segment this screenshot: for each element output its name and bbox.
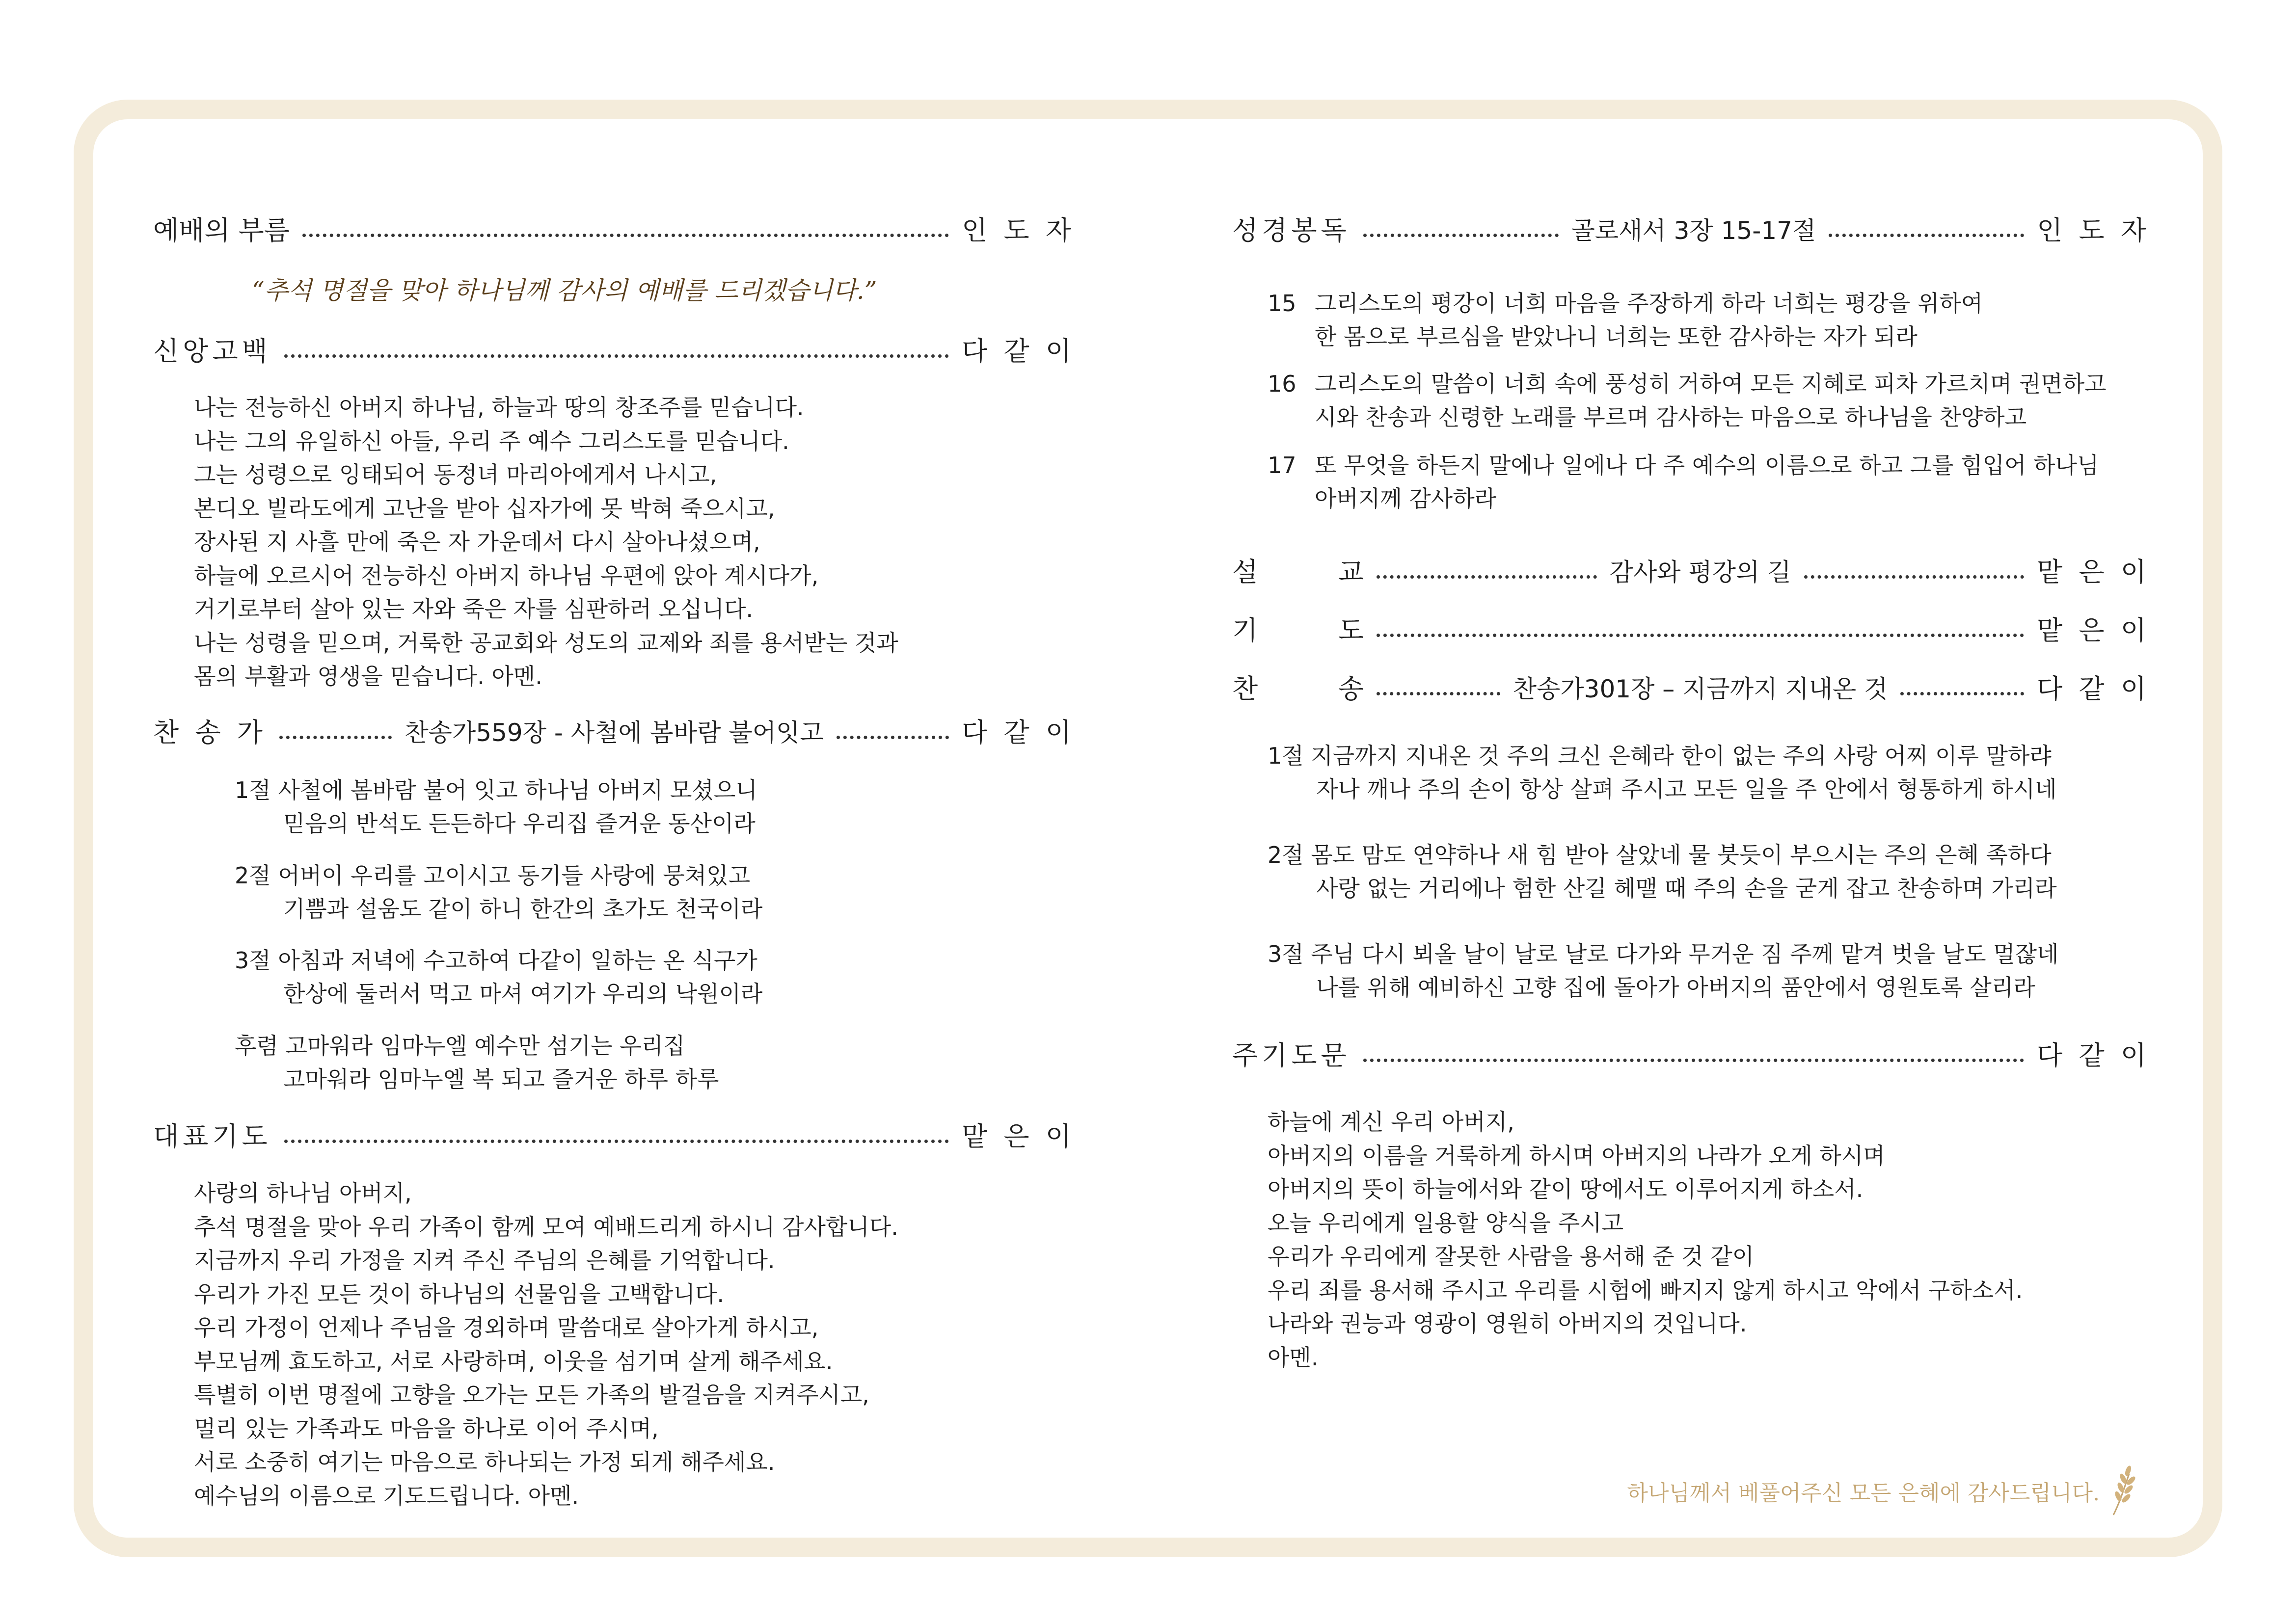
footer-text: 하나님께서 베풀어주신 모든 은혜에 감사드립니다. [1627, 1481, 2100, 1506]
verse-line: 후렴 고마워라 임마누엘 예수만 섬기는 우리집 [235, 1033, 685, 1059]
creed-line: 장사된 지 사흘 만에 죽은 자 가운데서 다시 살아나셨으며, [194, 529, 760, 555]
call-to-worship-title: 예배의 부름 [153, 215, 290, 246]
verse-line: 아버지께 감사하라 [1315, 485, 1497, 512]
hymn-verse [1268, 739, 2057, 806]
prayer-line: 예수님의 이름으로 기도드립니다. 아멘. [194, 1482, 579, 1509]
creed-line: 몸의 부활과 영생을 믿습니다. 아멘. [194, 663, 542, 690]
lords-prayer-role: 다 같 이 [2037, 1040, 2150, 1071]
hymn-title: 찬 송 가 [153, 717, 267, 748]
leader-dots [1363, 234, 1559, 237]
lords-prayer-line: 나라와 권능과 영광이 영원히 아버지의 것입니다. [1268, 1310, 1747, 1337]
leader-dots [1377, 575, 1597, 579]
verse-line: 3절 주님 다시 뵈올 날이 날로 날로 다가와 무거운 짐 주께 맡겨 벗을 날도 멀잖네 [1268, 941, 2059, 967]
leader-dots [1829, 234, 2024, 237]
scripture-verse [1268, 367, 2107, 434]
verse-line: 믿음의 반석도 든든하다 우리집 즐거운 동산이라 [283, 810, 756, 837]
prayer-line: 우리 가정이 언제나 주님을 경외하며 말씀대로 살아가게 하시고, [194, 1314, 819, 1341]
scripture-reading-role: 인 도 자 [2037, 215, 2151, 246]
lords-prayer-line: 아버지의 이름을 거룩하게 하시며 아버지의 나라가 오게 하시며 [1268, 1142, 1885, 1169]
leader-dots [1377, 692, 1500, 695]
verse-line: 3절 아침과 저녁에 수고하여 다같이 일하는 온 식구가 [235, 947, 757, 974]
verse-line: 1절 사철에 봄바람 불어 잇고 하나님 아버지 모셨으니 [235, 777, 757, 803]
lords-prayer-text [1268, 1105, 2023, 1374]
lords-prayer-line: 하늘에 계신 우리 아버지, [1268, 1109, 1514, 1135]
prayer-heading [1232, 613, 2150, 648]
prayer-line: 지금까지 우리 가정을 지켜 주신 주님의 은혜를 기억합니다. [194, 1247, 775, 1274]
creed-line: 하늘에 오르시어 전능하신 아버지 하나님 우편에 앉아 계시다가, [194, 562, 819, 589]
verse-number: 15 [1268, 290, 1297, 317]
creed-text [194, 391, 898, 693]
scripture-reference: 골로새서 3장 15-17절 [1571, 216, 1816, 245]
leader-dots [302, 234, 949, 237]
lords-prayer-title: 주기도문 [1232, 1040, 1351, 1071]
creed-line: 본디오 빌라도에게 고난을 받아 십자가에 못 박혀 죽으시고, [194, 495, 775, 522]
prayer-heading [153, 1119, 1075, 1154]
leader-dots [284, 1140, 949, 1143]
creed-title: 신앙고백 [153, 336, 271, 367]
opening-quote: “추석 명절을 맞아 하나님께 감사의 예배를 드리겠습니다.” [252, 276, 877, 305]
lords-prayer-line: 아버지의 뜻이 하늘에서와 같이 땅에서도 이루어지게 하소서. [1268, 1176, 1864, 1202]
lords-prayer-heading [1232, 1038, 2150, 1073]
hymn-verse [235, 773, 757, 840]
verse-line: 기쁨과 설움도 같이 하니 한간의 초가도 천국이라 [283, 896, 763, 922]
footer-thanks [1627, 1464, 2138, 1518]
verse-line: 2절 어버이 우리를 고이시고 동기들 사랑에 뭉쳐있고 [235, 862, 751, 889]
scripture-reading-title: 성경봉독 [1232, 215, 1351, 246]
leader-dots [1804, 575, 2025, 579]
verse-line: 사랑 없는 거리에나 험한 산길 헤맬 때 주의 손을 굳게 잡고 찬송하며 가리라 [1316, 875, 2057, 902]
lords-prayer-line: 오늘 우리에게 일용할 양식을 주시고 [1268, 1209, 1624, 1236]
verse-line: 한상에 둘러서 먹고 마셔 여기가 우리의 낙원이라 [283, 981, 763, 1007]
hymn-role: 다 같 이 [2037, 673, 2150, 704]
leader-dots [837, 736, 949, 739]
leader-dots [284, 354, 949, 358]
leader-dots [1900, 692, 2024, 695]
hymn-role: 다 같 이 [962, 717, 1076, 748]
sermon-title-text: 감사와 평강의 길 [1609, 558, 1791, 586]
hymn-heading [1232, 671, 2150, 707]
prayer-role: 맡 은 이 [962, 1121, 1075, 1152]
verse-line: 2절 몸도 맘도 연약하나 새 힘 받아 살았네 물 붓듯이 부으시는 주의 은혜 족하다 [1268, 842, 2052, 868]
verse-line: 시와 찬송과 신령한 노래를 부르며 감사하는 마음으로 하나님을 찬양하고 [1315, 404, 2027, 430]
lords-prayer-line: 우리가 우리에게 잘못한 사람을 용서해 준 것 같이 [1268, 1243, 1755, 1270]
prayer-title: 대표기도 [153, 1121, 271, 1152]
sermon-title: 설 교 [1232, 557, 1364, 587]
hymn-title: 찬 송 [1232, 673, 1364, 704]
prayer-title: 기 도 [1232, 615, 1364, 646]
prayer-line: 특별히 이번 명절에 고향을 오가는 모든 가족의 발걸음을 지켜주시고, [194, 1382, 869, 1408]
verse-line: 고마워라 임마누엘 복 되고 즐거운 하루 하루 [283, 1066, 719, 1092]
scripture-reading-heading [1232, 213, 2150, 248]
prayer-line: 사랑의 하나님 아버지, [194, 1180, 412, 1206]
prayer-role: 맡 은 이 [2037, 615, 2150, 646]
creed-line: 나는 전능하신 아버지 하나님, 하늘과 땅의 창조주를 믿습니다. [194, 394, 804, 421]
verse-line: 또 무엇을 하든지 말에나 일에나 다 주 예수의 이름으로 하고 그를 힘입어 하나님 [1315, 452, 2099, 479]
creed-line: 나는 성령을 믿으며, 거룩한 공교회와 성도의 교제와 죄를 용서받는 것과 [194, 629, 898, 656]
verse-line: 나를 위해 예비하신 고향 집에 돌아가 아버지의 품안에서 영원토록 살리라 [1316, 974, 2035, 1001]
creed-line: 그는 성령으로 잉태되어 동정녀 마리아에게서 나시고, [194, 461, 717, 488]
verse-number: 17 [1268, 452, 1297, 479]
verse-line: 그리스도의 말씀이 너희 속에 풍성히 거하여 모든 지혜로 피차 가르치며 권면하고 [1315, 371, 2107, 397]
wheat-icon [2107, 1464, 2138, 1518]
verse-line: 그리스도의 평강이 너희 마음을 주장하게 하라 너희는 평강을 위하여 [1315, 290, 1983, 317]
hymn-detail: 찬송가301장 – 지금까지 지내온 것 [1513, 675, 1888, 703]
sermon-heading [1232, 555, 2150, 590]
verse-number: 16 [1268, 371, 1297, 397]
creed-line: 나는 그의 유일하신 아들, 우리 주 예수 그리스도를 믿습니다. [194, 427, 789, 454]
verse-line: 1절 지금까지 지내온 것 주의 크신 은혜라 한이 없는 주의 사랑 어찌 이루 말하랴 [1268, 743, 2052, 769]
verse-line: 자나 깨나 주의 손이 항상 살펴 주시고 모든 일을 주 안에서 형통하게 하시네 [1316, 776, 2057, 802]
scripture-verse [1268, 287, 1983, 353]
leader-dots [1363, 1059, 2025, 1062]
creed-role: 다 같 이 [962, 336, 1075, 367]
prayer-line: 부모님께 효도하고, 서로 사랑하며, 이웃을 섬기며 살게 해주세요. [194, 1348, 833, 1375]
hymn-verse [235, 859, 762, 926]
sermon-role: 맡 은 이 [2037, 557, 2150, 587]
lords-prayer-line: 아멘. [1268, 1344, 1319, 1371]
hymn-chorus [235, 1029, 719, 1096]
prayer-text [194, 1176, 898, 1513]
hymn-verse [1268, 838, 2057, 905]
hymn-verse [235, 944, 762, 1010]
hymn-detail: 찬송가559장 - 사철에 봄바람 불어잇고 [405, 718, 824, 747]
prayer-line: 멀리 있는 가족과도 마음을 하나로 이어 주시며, [194, 1415, 659, 1442]
hymn-heading [153, 715, 1075, 750]
prayer-line: 서로 소중히 여기는 마음으로 하나되는 가정 되게 해주세요. [194, 1449, 775, 1475]
creed-line: 거기로부터 살아 있는 자와 죽은 자를 심판하러 오십니다. [194, 596, 754, 622]
leader-dots [1377, 634, 2024, 637]
hymn-verse [1268, 937, 2059, 1004]
prayer-line: 우리가 가진 모든 것이 하나님의 선물임을 고백합니다. [194, 1280, 724, 1307]
verse-line: 한 몸으로 부르심을 받았나니 너희는 또한 감사하는 자가 되라 [1315, 323, 1918, 350]
prayer-line: 추석 명절을 맞아 우리 가족이 함께 모여 예배드리게 하시니 감사합니다. [194, 1213, 898, 1240]
lords-prayer-line: 우리 죄를 용서해 주시고 우리를 시험에 빠지지 않게 하시고 악에서 구하소서. [1268, 1276, 2023, 1303]
scripture-verse [1268, 449, 2099, 515]
call-to-worship-heading [153, 213, 1075, 248]
call-to-worship-role: 인 도 자 [962, 215, 1075, 246]
creed-heading [153, 334, 1075, 369]
leader-dots [279, 736, 392, 739]
